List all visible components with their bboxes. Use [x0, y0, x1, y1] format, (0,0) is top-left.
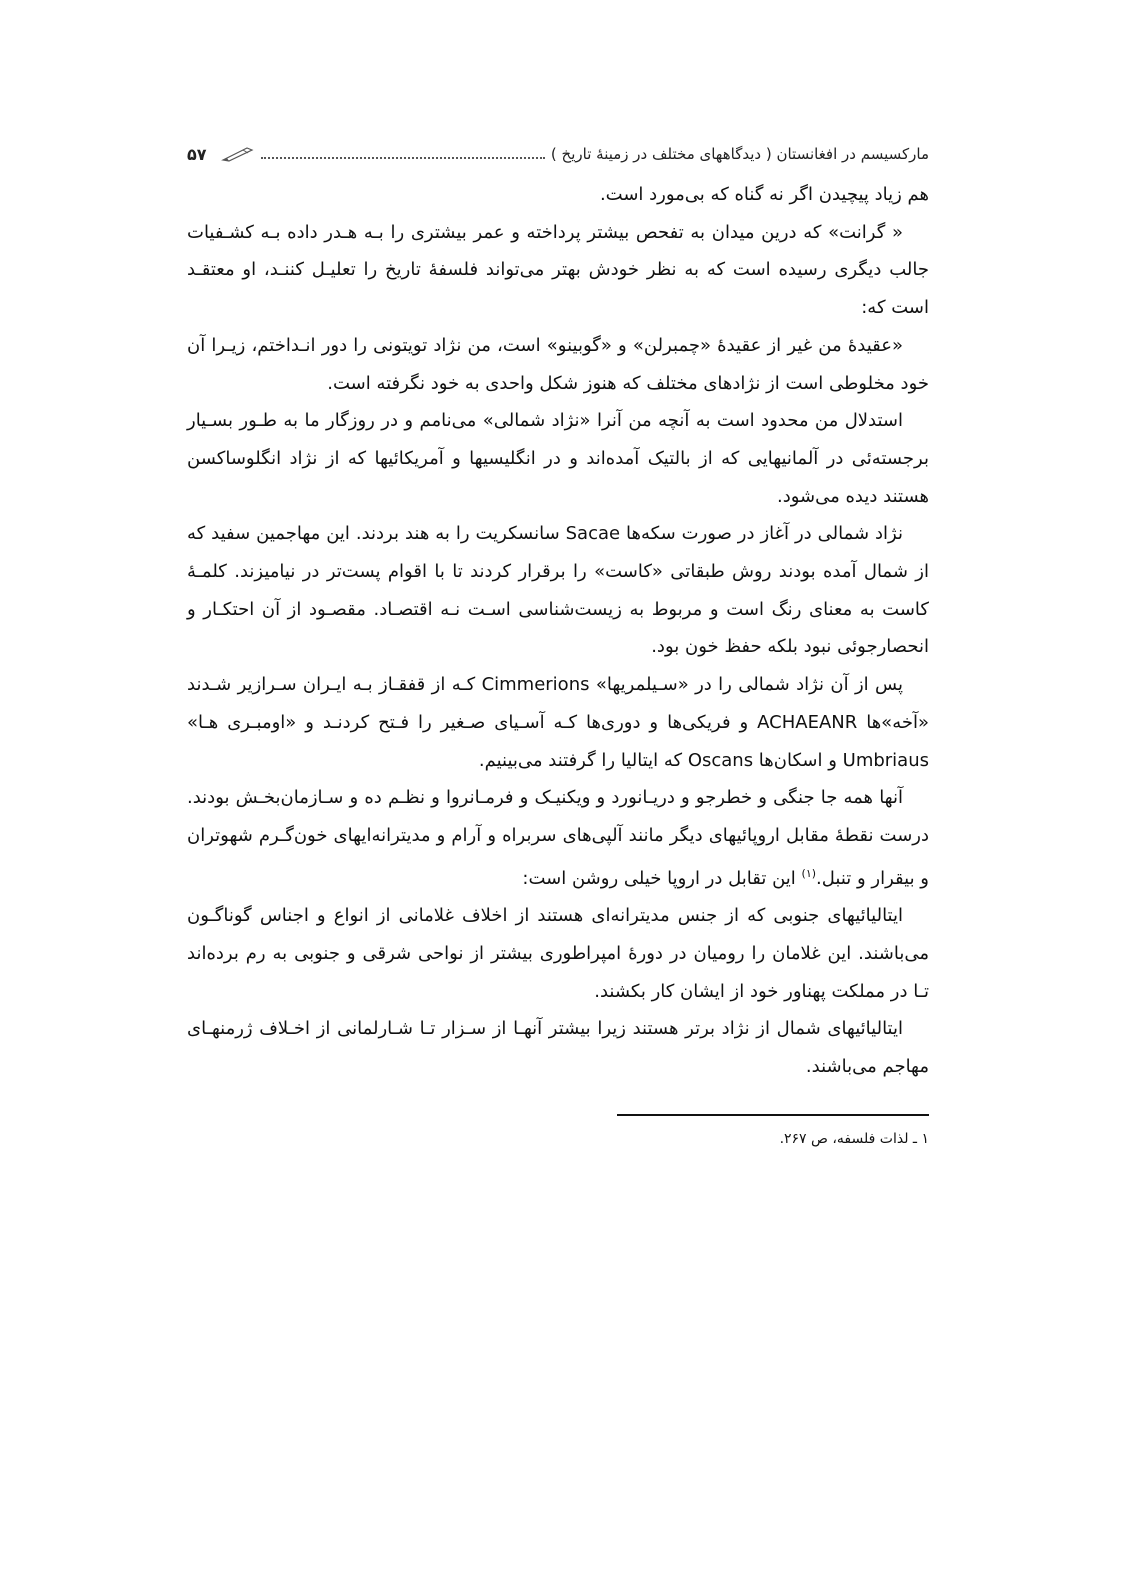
paragraph — [187, 1010, 929, 1085]
book-page — [187, 140, 929, 1150]
page-number: ۵۷ — [187, 144, 207, 164]
paragraph — [187, 402, 929, 515]
paragraph — [187, 214, 929, 327]
paragraph — [187, 515, 929, 666]
paragraph-text: ایتالیائیهای جنوبی که از جنس مدیترانه‌ای هستند از اخلاف غلامانی از انواع و اجناس گوناگـون می‌باشند. این غلامان را رومیان در دورهٔ امپراطوری بیشتر از نواحی شرقی و جنوبی به رم برده‌اند تـا در مملکت پهناور خود از ایشان کار بکشند. — [187, 905, 929, 1002]
leader-dots — [261, 157, 545, 159]
paragraph — [187, 779, 929, 897]
paragraph-text: هم زیاد پیچیدن اگر نه گناه که بی‌مورد است. — [599, 184, 929, 205]
paragraph-text-continued: این تقابل در اروپا خیلی روشن است: — [522, 867, 802, 889]
paragraph — [187, 666, 929, 779]
footnote-rule — [617, 1114, 929, 1116]
paragraph-text: استدلال من محدود است به آنچه من آنرا «نژاد شمالی» می‌نامم و در روزگار ما به طـور بسـیار برجسته‌ئی در آلمانیهایی که از بالتیک آمده‌اند و در انگلیسیها و آمریکائیها که از نژاد انگلوساکسن هستند دیده می‌شود. — [187, 410, 929, 507]
body-text — [187, 176, 929, 1086]
paragraph-text: نژاد شمالی در آغاز در صورت سکه‌ها Sacae سانسکریت را به هند بردند. این مهاجمین سفید که از شمال آمده بودند روش طبقاتی «کاست» را برقرار کردند تا با اقوام پست‌تر در نیامیزند. کلمـهٔ کاست به معنای رنگ است و مربوط به زیست‌شناسی اسـت نـه اقتصـاد. مقصـود از آن احتکـار و انحصارجوئی نبود بلکه حفظ خون بود. — [187, 523, 929, 658]
running-header — [187, 140, 929, 168]
paragraph-text: پس از آن نژاد شمالی را در «سـیلمریها» Cimmerions کـه از قفقـاز بـه ایـران سـرازیر شـدند «آخه»ها ACHAEANR و فریکی‌ها و دوری‌ها کـه آسـیای صـغیر را فـتح کردنـد و «اومبـری هـا» Umbriaus و اسکان‌ها Oscans که ایتالیا را گرفتند می‌بینیم. — [187, 674, 929, 771]
pen-icon — [221, 145, 255, 163]
paragraph — [187, 897, 929, 1010]
running-title: مارکسیسم در افغانستان ( دیدگاههای مختلف در زمینهٔ تاریخ ) — [550, 145, 929, 163]
paragraph-text: ایتالیائیهای شمال از نژاد برتر هستند زیرا بیشتر آنهـا از سـزار تـا شـارلمانی از اخـلاف ژرمنهـای مهاجم می‌باشند. — [187, 1018, 929, 1078]
paragraph-text: آنها همه جا جنگی و خطرجو و دریـانورد و ویکنیـک و فرمـانروا و نظـم ده و سـازمان‌بخـش بودند. درست نقطهٔ مقابل اروپائیهای دیگر مانند آلپی‌های سربراه و آرام و مدیترانه‌ایهای خون‌گـرم شهوتران و بیقرار و تنبل. — [187, 787, 929, 889]
paragraph — [187, 176, 929, 214]
footnote: ۱ ـ لذات فلسفه، ص ۲۶۷. — [779, 1130, 929, 1147]
paragraph-text: « گرانت» که درین میدان به تفحص بیشتر پرداخته و عمر بیشتری را بـه هـدر داده بـه کشـفیات جالب دیگری رسیده است که به نظر خودش بهتر می‌تواند فلسفهٔ تاریخ را تعلیـل کننـد، او معتقـد است که: — [187, 221, 929, 319]
paragraph-text: «عقیدهٔ من غیر از عقیدهٔ «چمبرلن» و «گوبینو» است، من نژاد تویتونی را دور انـداختم، زیـرا آن خود مخلوطی است از نژادهای مختلف که هنوز شکل واحدی به خود نگرفته است. — [187, 334, 929, 394]
paragraph — [187, 327, 929, 402]
footnote-mark: (۱) — [801, 866, 817, 880]
